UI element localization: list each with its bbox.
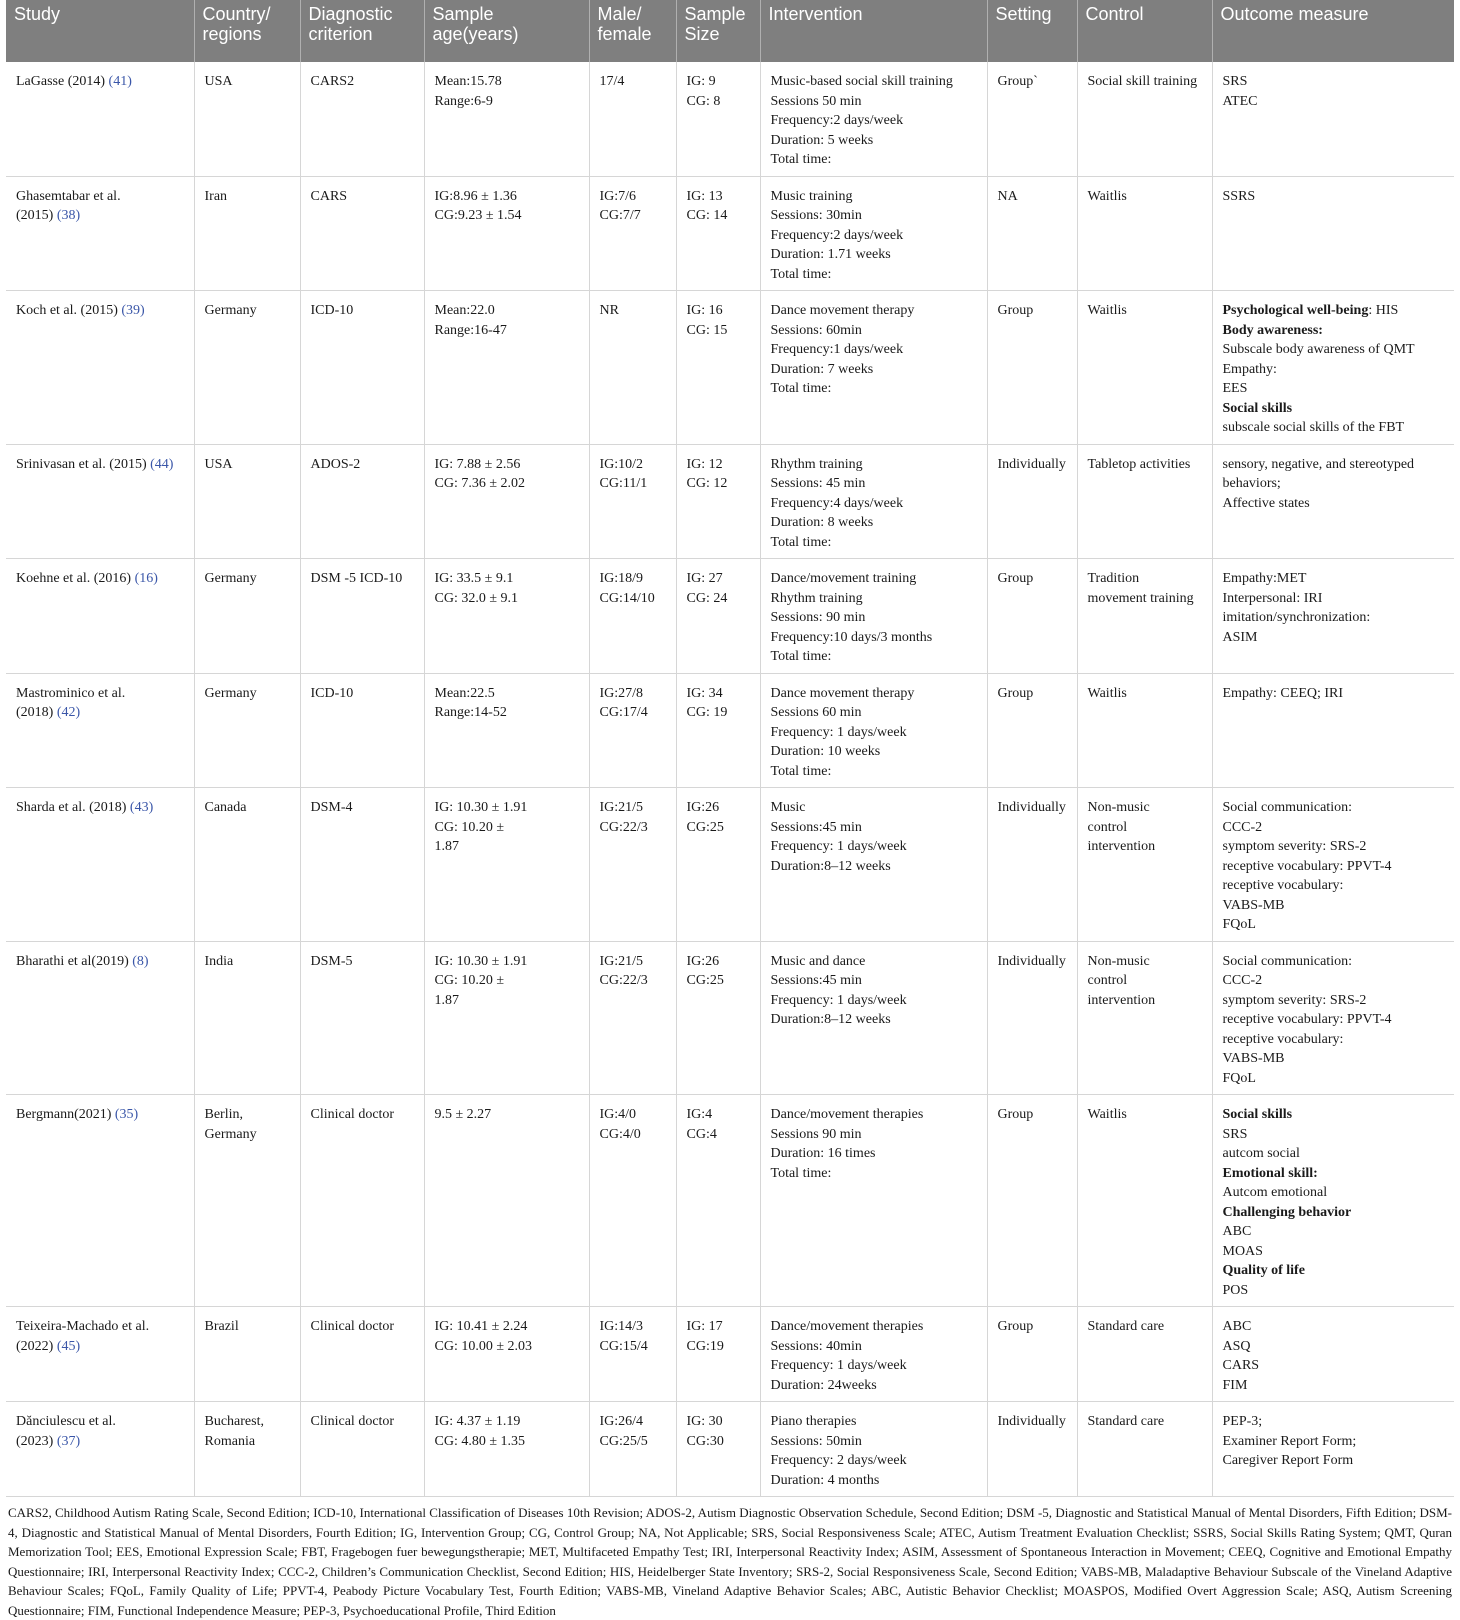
outcome-line — [1223, 187, 1447, 207]
cell-outcome — [1212, 559, 1454, 674]
outcome-line — [1223, 399, 1447, 419]
cell-sample-size: IG: 12 CG: 12 — [676, 444, 760, 559]
cell-country: USA — [194, 62, 300, 176]
cell-study — [6, 673, 194, 788]
reference-link[interactable]: (37) — [56, 1433, 81, 1449]
cell-male-female: IG:4/0 CG:4/0 — [589, 1095, 676, 1307]
cell-setting: Individually — [987, 1402, 1077, 1497]
table-row — [6, 1095, 1454, 1307]
cell-outcome — [1212, 1095, 1454, 1307]
cell-intervention: Dance/movement therapies Sessions: 40min Frequency: 1 days/week Duration: 24weeks — [760, 1307, 987, 1402]
outcome-line — [1223, 896, 1447, 916]
outcome-heading: Emotional skill: — [1222, 1165, 1318, 1181]
outcome-line — [1223, 684, 1447, 704]
cell-setting: Group — [987, 673, 1077, 788]
outcome-text: : HIS — [1368, 303, 1399, 318]
cell-male-female: IG:21/5 CG:22/3 — [589, 941, 676, 1095]
outcome-text: symptom severity: SRS-2 — [1222, 839, 1367, 854]
outcome-text: SSRS — [1222, 188, 1256, 204]
reference-link[interactable]: (41) — [108, 74, 132, 89]
header-criterion: Diagnostic criterion — [300, 0, 424, 62]
cell-country: USA — [194, 444, 300, 559]
outcome-line — [1223, 455, 1447, 494]
cell-male-female: IG:27/8 CG:17/4 — [589, 673, 676, 788]
outcome-text: PEP-3; — [1222, 1414, 1263, 1429]
header-control: Control — [1077, 0, 1212, 62]
cell-study — [6, 176, 194, 291]
cell-outcome — [1212, 291, 1454, 445]
table-row — [6, 444, 1454, 559]
outcome-text: imitation/synchronization: — [1222, 610, 1371, 625]
outcome-line — [1223, 1412, 1447, 1432]
cell-control: Non-music control intervention — [1077, 941, 1212, 1095]
outcome-line — [1223, 991, 1447, 1011]
table-row — [6, 176, 1454, 291]
cell-study — [6, 1307, 194, 1402]
cell-sample-size: IG:26 CG:25 — [676, 788, 760, 942]
table-row — [6, 673, 1454, 788]
outcome-line — [1223, 569, 1447, 589]
cell-country: India — [194, 941, 300, 1095]
reference-link[interactable]: (38) — [56, 208, 81, 223]
outcome-line — [1223, 72, 1447, 92]
outcome-text: SRS — [1222, 1126, 1248, 1142]
cell-country: Germany — [194, 673, 300, 788]
header-row — [6, 0, 1454, 62]
cell-intervention: Rhythm training Sessions: 45 min Frequency:4 days/week Duration: 8 weeks Total time: — [760, 444, 987, 559]
study-name: Koch et al. (2015) — [16, 303, 122, 318]
outcome-line — [1223, 1261, 1447, 1281]
outcome-line — [1223, 608, 1447, 628]
outcome-line — [1223, 92, 1447, 112]
outcome-line — [1223, 1030, 1447, 1050]
cell-control: Waitlis — [1077, 673, 1212, 788]
cell-control: Social skill training — [1077, 62, 1212, 176]
outcome-line — [1223, 1183, 1447, 1203]
outcome-text: Empathy:MET — [1222, 571, 1307, 586]
outcome-text: Autcom emotional — [1222, 1185, 1328, 1200]
cell-country: Iran — [194, 176, 300, 291]
cell-setting: Group — [987, 291, 1077, 445]
outcome-line — [1223, 876, 1447, 896]
outcome-line — [1223, 1164, 1447, 1184]
outcome-text: Empathy: — [1222, 361, 1277, 377]
cell-setting: Group — [987, 559, 1077, 674]
cell-study — [6, 62, 194, 176]
header-male-female: Male/ female — [589, 0, 676, 62]
cell-criterion: CARS — [300, 176, 424, 291]
cell-sample-size: IG: 9 CG: 8 — [676, 62, 760, 176]
outcome-text: receptive vocabulary: PPVT-4 — [1222, 1012, 1392, 1027]
reference-link[interactable]: (8) — [132, 953, 149, 969]
cell-control: Standard care — [1077, 1402, 1212, 1497]
cell-control: Waitlis — [1077, 291, 1212, 445]
cell-criterion: DSM -5 ICD-10 — [300, 559, 424, 674]
cell-outcome — [1212, 788, 1454, 942]
outcome-text: VABS-MB — [1222, 897, 1285, 913]
cell-intervention: Piano therapies Sessions: 50min Frequency: 2 days/week Duration: 4 months — [760, 1402, 987, 1497]
table-row — [6, 62, 1454, 176]
cell-setting: Group — [987, 1095, 1077, 1307]
outcome-text: FIM — [1222, 1377, 1248, 1393]
cell-sample-size: IG: 27 CG: 24 — [676, 559, 760, 674]
outcome-line — [1223, 1222, 1447, 1242]
table-row — [6, 788, 1454, 942]
outcome-text: receptive vocabulary: — [1222, 1031, 1344, 1047]
cell-control: Non-music control intervention — [1077, 788, 1212, 942]
cell-age: IG: 33.5 ± 9.1 CG: 32.0 ± 9.1 — [424, 559, 589, 674]
study-name: LaGasse (2014) — [16, 74, 109, 89]
outcome-text: FQoL — [1222, 1070, 1256, 1086]
outcome-line — [1223, 1356, 1447, 1376]
reference-link[interactable]: (42) — [56, 705, 81, 720]
cell-outcome — [1212, 1307, 1454, 1402]
outcome-text: MOAS — [1222, 1243, 1263, 1259]
outcome-line — [1223, 1010, 1447, 1030]
cell-criterion: CARS2 — [300, 62, 424, 176]
cell-intervention: Dance/movement therapies Sessions 90 min Duration: 16 times Total time: — [760, 1095, 987, 1307]
outcome-text: POS — [1222, 1282, 1249, 1298]
cell-sample-size: IG: 17 CG:19 — [676, 1307, 760, 1402]
outcome-text: Interpersonal: IRI — [1222, 590, 1323, 606]
cell-male-female: NR — [589, 291, 676, 445]
outcome-line — [1223, 1451, 1447, 1471]
cell-setting: Individually — [987, 788, 1077, 942]
outcome-text: Affective states — [1222, 495, 1310, 511]
outcome-heading: Psychological well-being — [1222, 303, 1369, 318]
cell-control: Tabletop activities — [1077, 444, 1212, 559]
outcome-line — [1223, 494, 1447, 514]
table-row — [6, 559, 1454, 674]
cell-age: Mean:15.78 Range:6-9 — [424, 62, 589, 176]
cell-outcome — [1212, 1402, 1454, 1497]
header-study: Study — [6, 0, 194, 62]
outcome-line — [1223, 1105, 1447, 1125]
cell-control: Waitlis — [1077, 1095, 1212, 1307]
outcome-line — [1223, 360, 1447, 380]
outcome-line — [1223, 1337, 1447, 1357]
cell-outcome — [1212, 176, 1454, 291]
study-name: Srinivasan et al. (2015) — [16, 456, 151, 472]
reference-link[interactable]: (44) — [150, 456, 174, 472]
header-intervention: Intervention — [760, 0, 987, 62]
cell-intervention: Dance movement therapy Sessions 60 min Frequency: 1 days/week Duration: 10 weeks Total time: — [760, 673, 987, 788]
cell-criterion: DSM-4 — [300, 788, 424, 942]
outcome-text: VABS-MB — [1222, 1051, 1285, 1066]
outcome-line — [1223, 301, 1447, 321]
cell-setting: Individually — [987, 941, 1077, 1095]
cell-sample-size: IG: 16 CG: 15 — [676, 291, 760, 445]
cell-sample-size: IG:26 CG:25 — [676, 941, 760, 1095]
study-name: Bergmann(2021) — [16, 1107, 115, 1122]
cell-intervention: Music training Sessions: 30min Frequency:2 days/week Duration: 1.71 weeks Total time: — [760, 176, 987, 291]
outcome-line — [1223, 1432, 1447, 1452]
study-name: Bharathi et al(2019) — [16, 953, 133, 969]
outcome-text: ASQ — [1222, 1338, 1251, 1354]
outcome-line — [1223, 1376, 1447, 1396]
header-age: Sample age(years) — [424, 0, 589, 62]
cell-country: Berlin, Germany — [194, 1095, 300, 1307]
cell-intervention: Music Sessions:45 min Frequency: 1 days/week Duration:8–12 weeks — [760, 788, 987, 942]
outcome-line — [1223, 1203, 1447, 1223]
outcome-heading: Social skills — [1222, 1107, 1293, 1122]
outcome-text: receptive vocabulary: — [1222, 878, 1344, 893]
outcome-line — [1223, 1317, 1447, 1337]
cell-country: Brazil — [194, 1307, 300, 1402]
cell-criterion: ADOS-2 — [300, 444, 424, 559]
cell-study — [6, 1095, 194, 1307]
cell-intervention: Music-based social skill training Sessions 50 min Frequency:2 days/week Duration: 5 weeks Total time: — [760, 62, 987, 176]
cell-age: Mean:22.5 Range:14-52 — [424, 673, 589, 788]
cell-age: 9.5 ± 2.27 — [424, 1095, 589, 1307]
cell-male-female: 17/4 — [589, 62, 676, 176]
cell-study — [6, 444, 194, 559]
cell-study — [6, 788, 194, 942]
cell-male-female: IG:26/4 CG:25/5 — [589, 1402, 676, 1497]
outcome-text: FQoL — [1222, 917, 1256, 932]
outcome-line — [1223, 379, 1447, 399]
header-country: Country/ regions — [194, 0, 300, 62]
outcome-text: ASIM — [1222, 629, 1258, 645]
header-setting: Setting — [987, 0, 1077, 62]
outcome-text: CCC-2 — [1222, 819, 1263, 835]
cell-setting: Group — [987, 1307, 1077, 1402]
cell-country: Germany — [194, 291, 300, 445]
outcome-text: Subscale body awareness of QMT — [1222, 342, 1415, 357]
outcome-text: sensory, negative, and stereotyped behaviors; — [1222, 456, 1415, 491]
outcome-line — [1223, 1144, 1447, 1164]
outcome-text: ABC — [1222, 1224, 1252, 1239]
outcome-line — [1223, 1281, 1447, 1301]
outcome-text: subscale social skills of the FBT — [1222, 420, 1405, 435]
study-name: Teixeira-Machado et al. (2022) — [16, 1319, 150, 1354]
cell-criterion: DSM-5 — [300, 941, 424, 1095]
outcome-line — [1223, 418, 1447, 438]
header-outcome: Outcome measure — [1212, 0, 1454, 62]
cell-male-female: IG:18/9 CG:14/10 — [589, 559, 676, 674]
outcome-text: EES — [1222, 381, 1248, 396]
outcome-text: SRS — [1222, 74, 1248, 89]
header-sample-size: Sample Size — [676, 0, 760, 62]
outcome-text: symptom severity: SRS-2 — [1222, 992, 1367, 1008]
cell-male-female: IG:14/3 CG:15/4 — [589, 1307, 676, 1402]
outcome-heading: Body awareness: — [1222, 322, 1323, 338]
cell-setting: Individually — [987, 444, 1077, 559]
outcome-line — [1223, 1125, 1447, 1145]
cell-study — [6, 1402, 194, 1497]
outcome-line — [1223, 321, 1447, 341]
study-name: Ghasemtabar et al. (2015) — [16, 188, 121, 223]
reference-link[interactable]: (43) — [129, 800, 154, 815]
cell-sample-size: IG: 13 CG: 14 — [676, 176, 760, 291]
table-footnote: CARS2, Childhood Autism Rating Scale, Second Edition; ICD-10, International Classification of Diseases 10th Revision; ADOS-2, Autism Diagnostic Observation Schedule, Second Edition; DSM -5, Diagnostic and Statistical Manual of Mental Disorders, Fifth Edition; DSM-4, Diagnostic and Statistical Manual of Mental Disorders, Fourth Edition; IG, Intervention Group; CG, Control Group; NA, Not Applicable; SRS, Social Responsiveness Scale; ATEC, Autism Treatment Evaluation Checklist; SSRS, Social Skills Rating System; QMT, Quran Memorization Tool; EES, Emotional Expression Scale; FBT, Fragebogen fuer bewegungstherapie; MET, Multifaceted Empathy Test; IRI, Interpersonal Reactivity Index; ASIM, Assessment of Spontaneous Interaction in Movement; CEEQ, Cognitive and Emotional Empathy Questionnaire; IRI, Interpersonal Reactivity Index; CCC-2, Children’s Communication Checklist, Second Edition; HIS, Heidelberger State Inventory; SRS-2, Social Responsiveness Scale, Second Edition; VABS-MB, Maladaptive Behaviour Subscale of the Vineland Adaptive Behaviour Scales; FQoL, Family Quality of Life; PPVT-4, Peabody Picture Vocabulary Test, Fourth Edition; VABS-MB, Vineland Adaptive Behavior Scales; ABC, Autistic Behavior Checklist; MOASPOS, Modified Overt Aggression Scale; ASQ, Autism Screening Questionnaire; FIM, Functional Independence Measure; PEP-3, Psychoeducational Profile, Third Edition — [8, 1505, 1452, 1618]
cell-age: IG:8.96 ± 1.36 CG:9.23 ± 1.54 — [424, 176, 589, 291]
outcome-line — [1223, 952, 1447, 972]
studies-table — [6, 0, 1454, 1497]
cell-setting: Group` — [987, 62, 1077, 176]
study-name: Sharda et al. (2018) — [16, 800, 130, 815]
outcome-text: CCC-2 — [1222, 973, 1263, 988]
cell-outcome — [1212, 941, 1454, 1095]
cell-outcome — [1212, 673, 1454, 788]
cell-male-female: IG:7/6 CG:7/7 — [589, 176, 676, 291]
reference-link[interactable]: (35) — [114, 1107, 139, 1122]
cell-criterion: Clinical doctor — [300, 1095, 424, 1307]
cell-criterion: Clinical doctor — [300, 1402, 424, 1497]
table-body — [6, 62, 1454, 1497]
cell-study — [6, 291, 194, 445]
table-row — [6, 1402, 1454, 1497]
outcome-heading: Challenging behavior — [1222, 1204, 1352, 1220]
outcome-line — [1223, 837, 1447, 857]
cell-control: Standard care — [1077, 1307, 1212, 1402]
study-name: Koehne et al. (2016) — [16, 571, 135, 586]
study-name: Dănciulescu et al. (2023) — [16, 1414, 116, 1449]
outcome-text: receptive vocabulary: PPVT-4 — [1222, 858, 1392, 874]
cell-criterion: Clinical doctor — [300, 1307, 424, 1402]
outcome-line — [1223, 1069, 1447, 1089]
cell-study — [6, 559, 194, 674]
outcome-line — [1223, 1242, 1447, 1262]
reference-link[interactable]: (39) — [121, 303, 145, 318]
outcome-text: Empathy: CEEQ; IRI — [1222, 685, 1344, 701]
outcome-line — [1223, 628, 1447, 648]
outcome-line — [1223, 818, 1447, 838]
cell-intervention: Dance/movement training Rhythm training Sessions: 90 min Frequency:10 days/3 months Total time: — [760, 559, 987, 674]
cell-age: IG: 10.30 ± 1.91 CG: 10.20 ± 1.87 — [424, 941, 589, 1095]
outcome-text: ABC — [1222, 1319, 1252, 1334]
outcome-heading: Social skills — [1222, 400, 1293, 416]
table-row — [6, 941, 1454, 1095]
cell-country: Germany — [194, 559, 300, 674]
outcome-heading: Quality of life — [1222, 1263, 1305, 1278]
cell-sample-size: IG: 30 CG:30 — [676, 1402, 760, 1497]
cell-age: Mean:22.0 Range:16-47 — [424, 291, 589, 445]
cell-age: IG: 4.37 ± 1.19 CG: 4.80 ± 1.35 — [424, 1402, 589, 1497]
outcome-text: CARS — [1222, 1358, 1260, 1373]
outcome-text: ATEC — [1222, 93, 1258, 109]
outcome-line — [1223, 798, 1447, 818]
outcome-line — [1223, 1049, 1447, 1069]
outcome-text: Caregiver Report Form — [1222, 1453, 1354, 1468]
cell-intervention: Dance movement therapy Sessions: 60min Frequency:1 days/week Duration: 7 weeks Total time: — [760, 291, 987, 445]
outcome-text: Social communication: — [1222, 953, 1352, 969]
outcome-line — [1223, 915, 1447, 935]
reference-link[interactable]: (16) — [134, 571, 158, 586]
cell-male-female: IG:21/5 CG:22/3 — [589, 788, 676, 942]
cell-age: IG: 10.41 ± 2.24 CG: 10.00 ± 2.03 — [424, 1307, 589, 1402]
study-name: Mastrominico et al. (2018) — [16, 685, 126, 720]
outcome-text: Examiner Report Form; — [1222, 1433, 1357, 1449]
outcome-line — [1223, 857, 1447, 877]
cell-country: Canada — [194, 788, 300, 942]
outcome-line — [1223, 971, 1447, 991]
cell-outcome — [1212, 62, 1454, 176]
outcome-line — [1223, 589, 1447, 609]
table-row — [6, 1307, 1454, 1402]
outcome-text: autcom social — [1222, 1146, 1300, 1161]
table-container — [6, 0, 1454, 1620]
outcome-line — [1223, 340, 1447, 360]
table-row — [6, 291, 1454, 445]
cell-sample-size: IG: 34 CG: 19 — [676, 673, 760, 788]
cell-age: IG: 7.88 ± 2.56 CG: 7.36 ± 2.02 — [424, 444, 589, 559]
reference-link[interactable]: (45) — [56, 1338, 81, 1354]
cell-sample-size: IG:4 CG:4 — [676, 1095, 760, 1307]
cell-criterion: ICD-10 — [300, 673, 424, 788]
cell-male-female: IG:10/2 CG:11/1 — [589, 444, 676, 559]
cell-study — [6, 941, 194, 1095]
cell-country: Bucharest, Romania — [194, 1402, 300, 1497]
cell-outcome — [1212, 444, 1454, 559]
outcome-text: Social communication: — [1222, 800, 1352, 815]
cell-control: Waitlis — [1077, 176, 1212, 291]
cell-control: Tradition movement training — [1077, 559, 1212, 674]
cell-age: IG: 10.30 ± 1.91 CG: 10.20 ± 1.87 — [424, 788, 589, 942]
cell-criterion: ICD-10 — [300, 291, 424, 445]
cell-setting: NA — [987, 176, 1077, 291]
cell-intervention: Music and dance Sessions:45 min Frequency: 1 days/week Duration:8–12 weeks — [760, 941, 987, 1095]
